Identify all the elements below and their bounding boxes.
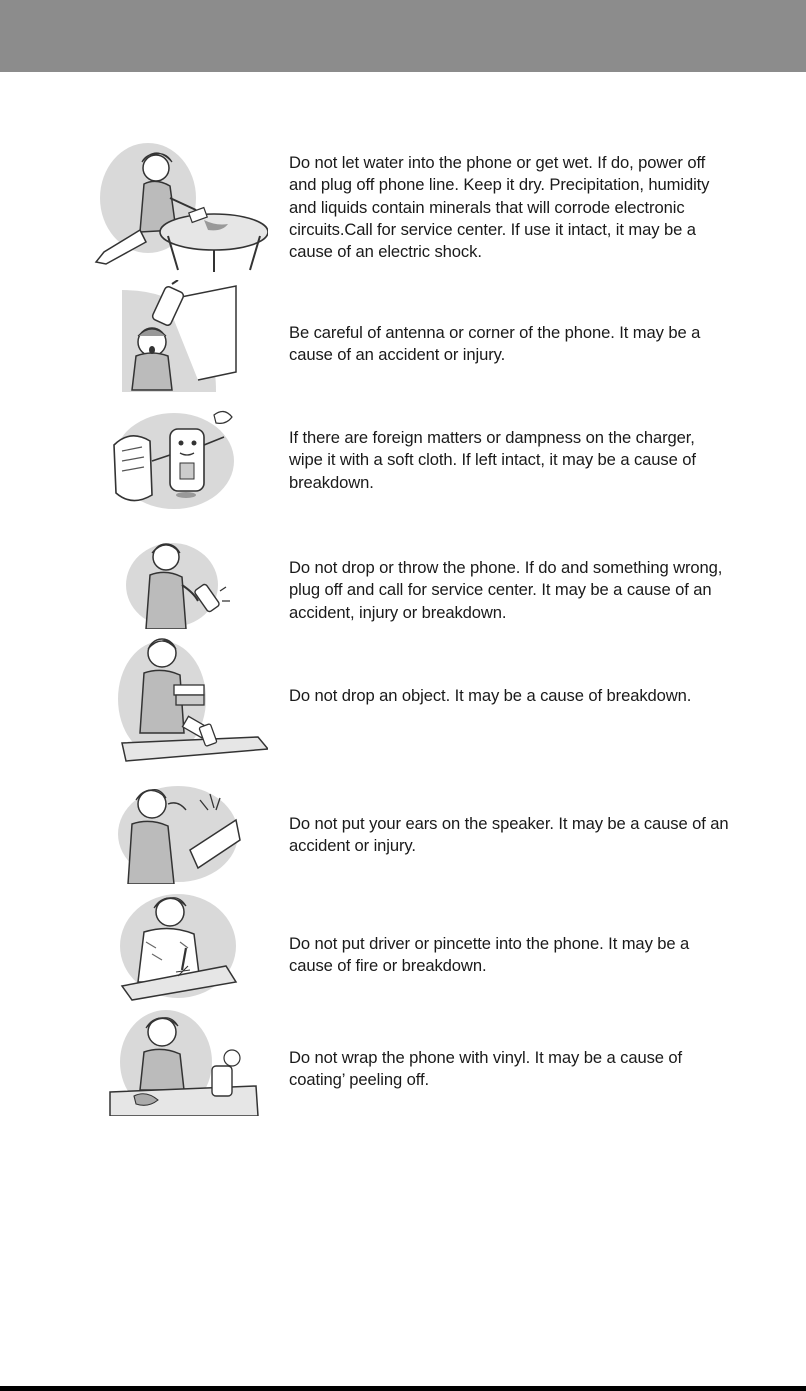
bottom-rule bbox=[0, 1386, 806, 1391]
warning-row-driver bbox=[0, 890, 806, 1002]
warning-row-speaker bbox=[0, 780, 806, 885]
warning-text: Do not let water into the phone or get wet. If do, power off and plug off phone line. Keep it dry. Precipitation, humidity and liquids contain minerals that will corrode electronic circuits.Call for service center. If use it intact, it may be a cause of an electric shock. bbox=[289, 153, 710, 262]
woman-throwing-phone-illustration bbox=[86, 535, 268, 629]
wet-charger-and-phone-illustration bbox=[86, 405, 268, 513]
man-poking-phone-with-driver-illustration bbox=[86, 890, 268, 1001]
warning-text: Do not put your ears on the speaker. It may be a cause of an accident or injury. bbox=[289, 814, 729, 856]
warning-row-object bbox=[0, 633, 806, 765]
woman-wrapping-phone-in-vinyl-illustration bbox=[86, 1010, 268, 1116]
woman-spilling-water-on-table-illustration bbox=[86, 140, 268, 274]
warning-text: Be careful of antenna or corner of the phone. It may be a cause of an accident or injury. bbox=[289, 323, 701, 365]
warning-text: If there are foreign matters or dampness on the charger, wipe it with a soft cloth. If left intact, it may be a cause of breakdown. bbox=[289, 428, 696, 492]
warning-text: Do not wrap the phone with vinyl. It may be a cause of coating’ peeling off. bbox=[289, 1048, 683, 1090]
warning-text: Do not drop or throw the phone. If do and something wrong, plug off and call for service center. It may be a cause of an accident, injury or breakdown. bbox=[289, 558, 723, 622]
warning-row-antenna bbox=[0, 278, 806, 393]
header-bar bbox=[0, 0, 806, 72]
warning-text: Do not drop an object. It may be a cause of breakdown. bbox=[289, 686, 692, 705]
warning-text: Do not put driver or pincette into the phone. It may be a cause of fire or breakdown. bbox=[289, 934, 690, 976]
woman-ear-to-speaker-illustration bbox=[86, 780, 268, 884]
warning-row-drop bbox=[0, 535, 806, 630]
child-hit-by-phone-antenna-illustration bbox=[86, 280, 268, 392]
warning-row-charger bbox=[0, 405, 806, 515]
woman-dropping-books-on-phone-illustration bbox=[86, 633, 268, 764]
warning-row-vinyl bbox=[0, 1010, 806, 1118]
warning-row-water bbox=[0, 140, 806, 275]
